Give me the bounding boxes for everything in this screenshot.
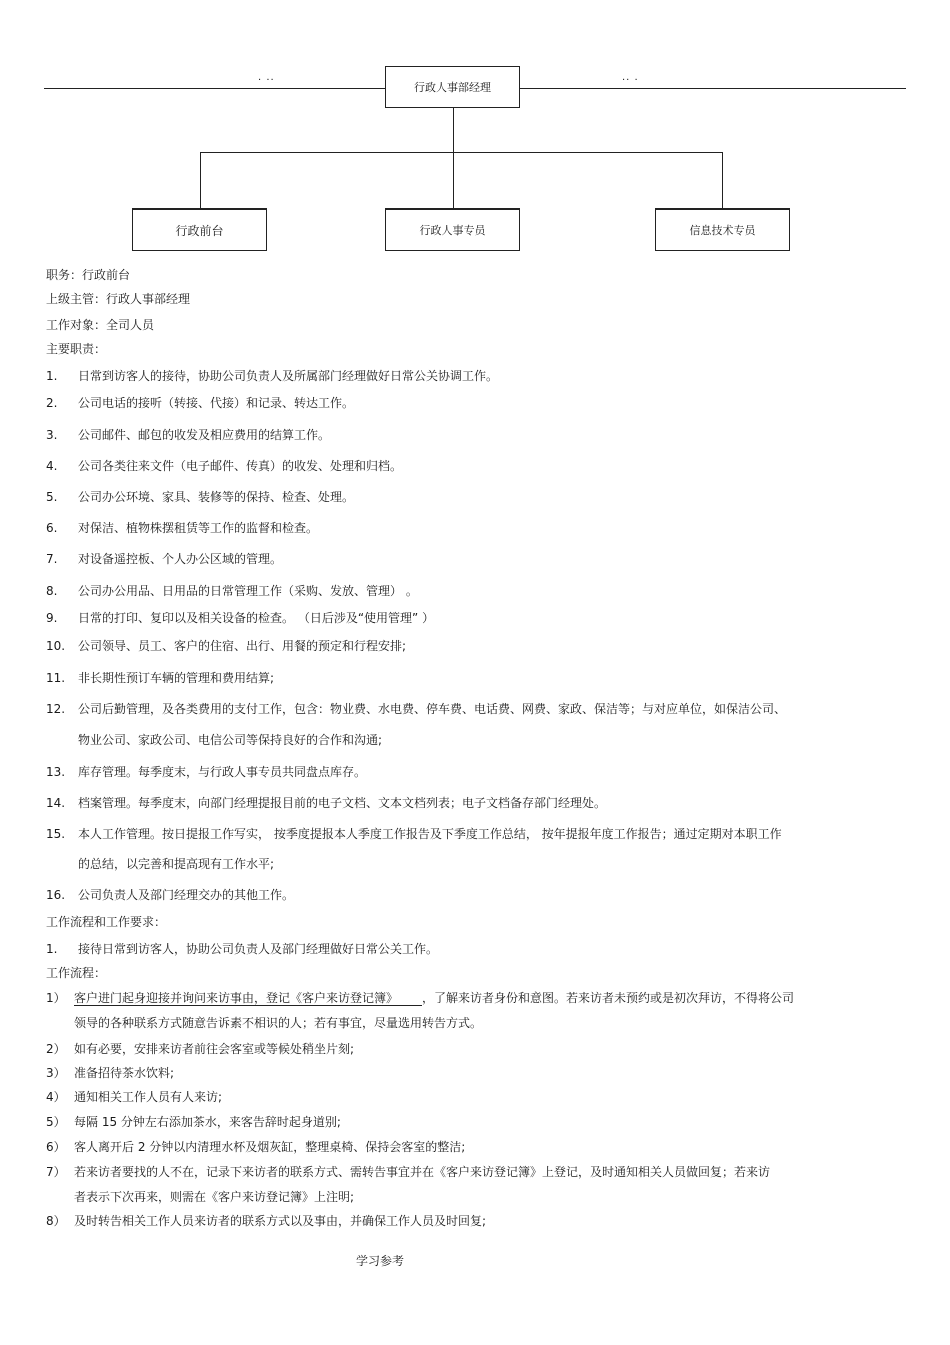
duty-text: 对设备遥控板、个人办公区域的管理。 [78,552,283,566]
header-dots-right: .. . [622,72,639,83]
supervisor-line: 上级主管：行政人事部经理 [46,292,191,306]
step-number: 6） [46,1140,66,1154]
step-text-continued: 者表示下次再来，则需在《客户来访登记簿》上注明; [74,1190,355,1204]
step-number: 5） [46,1115,66,1129]
duty-text: 非长期性预订车辆的管理和费用结算; [78,671,275,685]
step-text-rest: ，了解来访者身份和意图。若来访者未预约或是初次拜访，不得将公司 [422,991,795,1005]
duty-text: 本人工作管理。按日提报工作写实， 按季度提报本人季度工作报告及下季度工作总结， 按年提报年度工作报告；通过定期对本职工作 [78,827,782,841]
duty-text: 公司后勤管理，及各类费用的支付工作，包含：物业费、水电费、停车费、电话费、网费、家政、保洁等；与对应单位，如保洁公司、 [78,702,787,716]
target-line: 工作对象：全司人员 [46,318,155,332]
step-text: 若来访者要找的人不在，记录下来访者的联系方式、需转告事宜并在《客户来访登记簿》上登记，及时通知相关人员做回复；若来访 [74,1165,771,1179]
org-connector-right [722,152,723,208]
step-text [74,991,794,1006]
duty-number: 11. [46,671,66,685]
duty-number: 7. [46,552,58,566]
step-number: 8） [46,1214,66,1228]
duty-text: 公司负责人及部门经理交办的其他工作。 [78,888,295,902]
step-text-continued: 领导的各种联系方式随意告诉素不相识的人；若有事宜，尽量选用转告方式。 [74,1016,483,1030]
duty-number: 4. [46,459,58,473]
duty-number: 5. [46,490,58,504]
duty-text-continued: 的总结，以完善和提高现有工作水平; [78,857,275,871]
duty-number: 12. [46,702,66,716]
duty-text: 公司办公用品、日用品的日常管理工作（采购、发放、管理） 。 [78,584,418,598]
org-connector-left [200,152,201,208]
process-item-text: 接待日常到访客人，协助公司负责人及部门经理做好日常公关工作。 [78,942,439,956]
step-text: 及时转告相关工作人员来访者的联系方式以及事由，并确保工作人员及时回复; [74,1214,487,1228]
duty-text: 公司各类往来文件（电子邮件、传真）的收发、处理和归档。 [78,459,403,473]
header-dots-left: . .. [258,72,275,83]
step-text: 通知相关工作人员有人来访; [74,1090,223,1104]
step-text: 准备招待茶水饮料; [74,1066,175,1080]
org-box-front-desk-label: 行政前台 [175,223,224,238]
org-box-it-specialist-label: 信息技术专员 [689,224,756,237]
process-heading: 工作流程和工作要求： [46,915,167,929]
duty-text: 对保洁、植物株摆租赁等工作的监督和检查。 [78,521,319,535]
step-number: 4） [46,1090,66,1104]
duty-number: 1. [46,369,58,383]
org-box-manager-label: 行政人事部经理 [414,81,491,94]
duty-text: 日常到访客人的接待，协助公司负责人及所属部门经理做好日常公关协调工作。 [78,369,499,383]
org-box-manager [385,66,520,108]
duty-text: 公司领导、员工、客户的住宿、出行、用餐的预定和行程安排; [78,639,407,653]
position-line: 职务：行政前台 [46,268,131,282]
duty-number: 15. [46,827,66,841]
duty-number: 2. [46,396,58,410]
duty-number: 14. [46,796,66,810]
duty-number: 10. [46,639,66,653]
step-number: 3） [46,1066,66,1080]
duty-number: 16. [46,888,66,902]
duty-text: 公司邮件、邮包的收发及相应费用的结算工作。 [78,428,331,442]
org-box-hr-specialist [385,208,520,251]
flow-heading: 工作流程： [46,966,107,980]
step-number: 1） [46,991,66,1005]
org-box-it-specialist [655,208,790,251]
org-connector-horizontal [200,152,722,153]
duty-number: 8. [46,584,58,598]
duty-number: 13. [46,765,66,779]
duties-heading: 主要职责： [46,342,107,356]
page-footer: 学习参考 [356,1254,405,1268]
duty-text-continued: 物业公司、家政公司、电信公司等保持良好的合作和沟通; [78,733,383,747]
step-text: 客人离开后 2 分钟以内清理水杯及烟灰缸，整理桌椅、保持会客室的整洁; [74,1140,466,1154]
org-connector-middle [453,152,454,208]
duty-number: 3. [46,428,58,442]
duty-text: 公司电话的接听（转接、代接）和记录、转达工作。 [78,396,355,410]
duty-text: 档案管理。每季度末，向部门经理提报目前的电子文档、文本文档列表；电子文档备存部门经理处。 [78,796,607,810]
org-box-front-desk [132,208,267,251]
org-box-hr-specialist-label: 行政人事专员 [419,224,486,237]
duty-number: 9. [46,611,58,625]
duty-number: 6. [46,521,58,535]
step-number: 2） [46,1042,66,1056]
step-text: 每隔 15 分钟左右添加茶水，来客告辞时起身道别; [74,1115,341,1129]
duty-text: 日常的打印、复印以及相关设备的检查。 （日后涉及“使用管理” ） [78,611,435,625]
step-number: 7） [46,1165,66,1179]
step-text-underlined: 客户进门起身迎接并询问来访事由，登记《客户来访登记簿》 [74,991,422,1006]
org-connector-vertical [453,108,454,152]
process-item-number: 1. [46,942,58,956]
duty-text: 库存管理。每季度末，与行政人事专员共同盘点库存。 [78,765,367,779]
duty-text: 公司办公环境、家具、装修等的保持、检查、处理。 [78,490,355,504]
step-text: 如有必要，安排来访者前往会客室或等候处稍坐片刻; [74,1042,355,1056]
